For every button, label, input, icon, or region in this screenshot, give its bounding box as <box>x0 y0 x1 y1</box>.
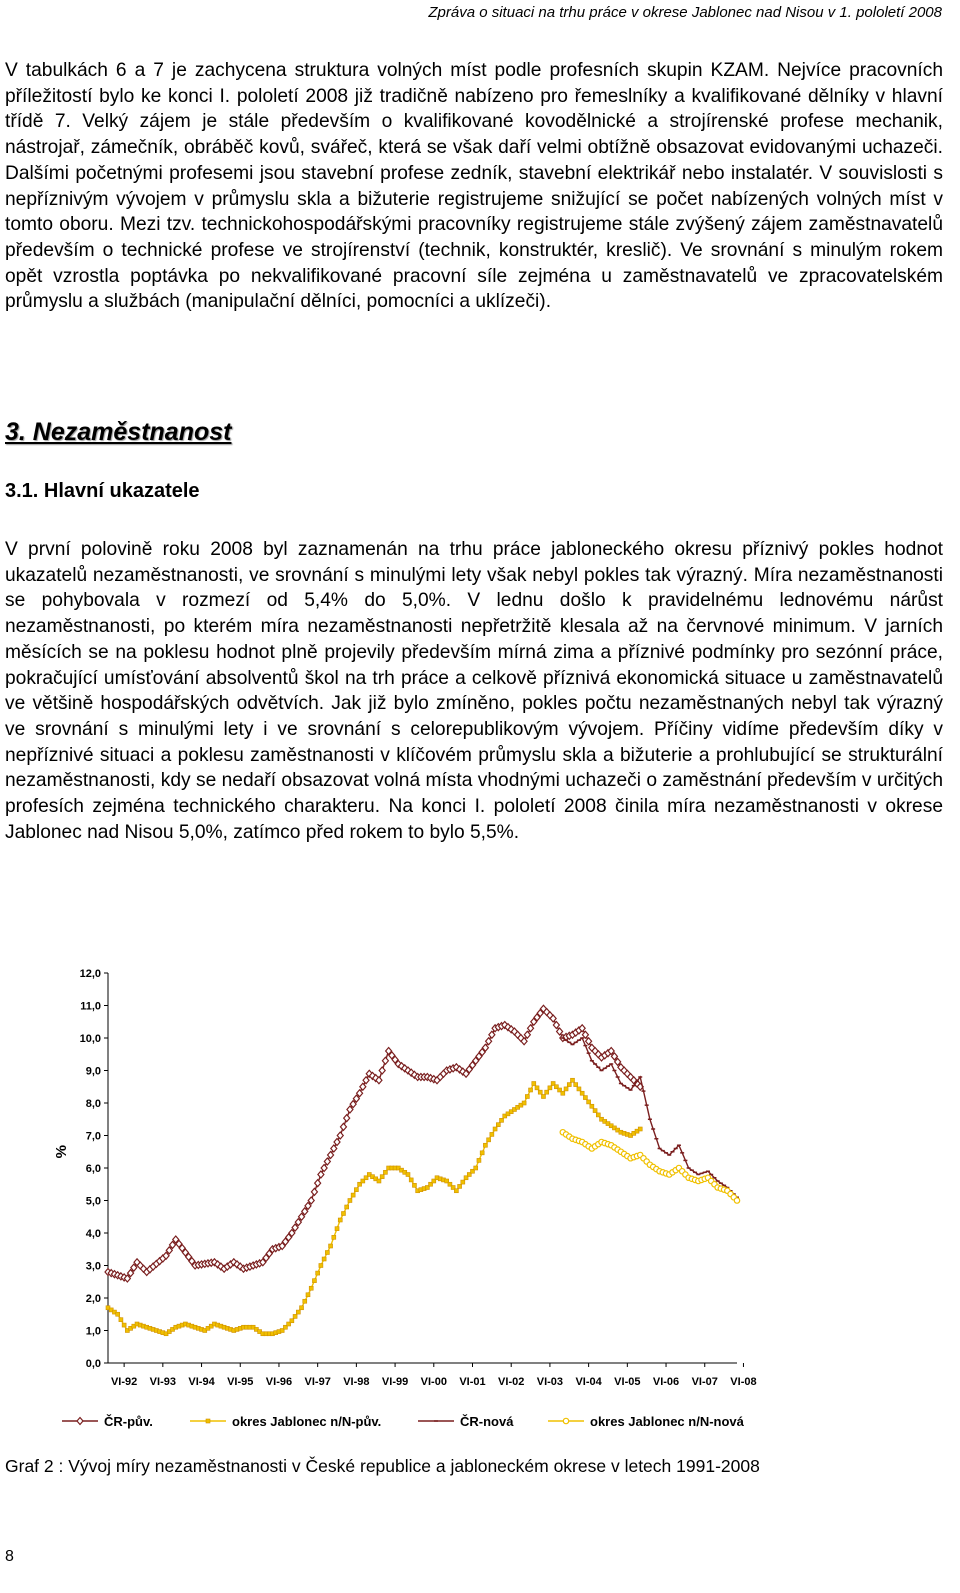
data-point <box>454 1189 458 1193</box>
data-point <box>528 1025 534 1032</box>
x-tick-label: VI-93 <box>149 1376 176 1388</box>
data-point <box>316 1271 320 1275</box>
legend-label: ČR-nová <box>460 1414 514 1429</box>
data-point <box>122 1323 126 1327</box>
x-tick-label: VI-97 <box>304 1376 331 1388</box>
data-point <box>306 1293 310 1297</box>
data-point <box>296 1310 300 1314</box>
series-line <box>108 1080 640 1334</box>
data-point <box>593 1109 597 1113</box>
data-point <box>567 1083 571 1087</box>
data-point <box>321 1165 327 1172</box>
data-point <box>480 1151 484 1155</box>
y-axis-label: % <box>53 1145 70 1159</box>
data-point <box>596 1113 600 1117</box>
running-header: Zpráva o situaci na trhu práce v okrese Jablonec nad Nisou v 1. pololetí 2008 <box>428 4 942 21</box>
data-point <box>483 1143 487 1147</box>
data-point <box>377 1179 381 1183</box>
y-tick-label: 12,0 <box>79 968 101 980</box>
section-heading: 3. Nezaměstnanost <box>5 418 232 446</box>
data-point <box>341 1212 345 1216</box>
x-tick-label: VI-08 <box>730 1376 757 1388</box>
data-point <box>458 1184 462 1188</box>
y-tick-label: 5,0 <box>85 1195 101 1208</box>
legend-item-4 <box>548 1414 745 1429</box>
data-point <box>315 1180 321 1187</box>
data-point <box>477 1158 481 1162</box>
data-point <box>348 1199 352 1203</box>
data-point <box>354 1188 358 1192</box>
data-point <box>345 1205 349 1209</box>
x-tick-label: VI-05 <box>614 1376 641 1388</box>
data-point <box>335 1227 339 1231</box>
data-point <box>293 1314 297 1318</box>
data-point <box>412 1183 416 1187</box>
data-point <box>574 1083 578 1087</box>
series-4 <box>560 1130 740 1204</box>
data-point <box>586 1038 592 1045</box>
data-point <box>337 1132 343 1139</box>
x-tick-label: VI-07 <box>691 1376 718 1388</box>
data-point <box>406 1173 410 1177</box>
data-point <box>340 1123 346 1130</box>
x-tick-label: VI-96 <box>265 1376 293 1388</box>
data-point <box>587 1100 591 1104</box>
data-point <box>474 1166 478 1170</box>
data-point <box>538 1090 542 1094</box>
y-tick-label: 7,0 <box>85 1130 101 1143</box>
data-point <box>328 1152 334 1159</box>
data-point <box>487 1138 491 1142</box>
legend-marker <box>206 1419 210 1423</box>
data-point <box>322 1257 326 1261</box>
data-point <box>360 1083 366 1090</box>
data-point <box>561 1091 565 1095</box>
y-tick-label: 3,0 <box>85 1260 101 1273</box>
x-tick-label: VI-00 <box>420 1376 447 1388</box>
legend-item-3 <box>418 1414 514 1429</box>
y-tick-label: 2,0 <box>85 1293 101 1305</box>
data-point <box>486 1038 492 1045</box>
paragraph-unemployment: V první polovině roku 2008 byl zaznamenán na trhu práce jabloneckého okresu příznivý pokles hodnot ukazatelů nezaměstnanosti, ve srovnání s minulými lety však nebyl pokles tak výrazný. Míra nezaměstnanosti se pohybovala v rozmezí od 5,4% do 5,0%. V lednu došlo k pravidelnému lednovému nárůst nezaměstnanosti, po kterém míra nezaměstnanosti nepřetržitě klesala až na červnové minimum. V jarních měsících se na poklesu hodnot plně projevily především mírná zima a příznivé podmínky pro sezónní práce, pokračující umísťování absolventů škol na trh práce a celkově příznivá ekonomická situace u zaměstnavatelů ve většině hospodářských odvětvích. Jak již bylo zmíněno, pokles počtu nezaměstnaných nebyl tak výrazný ve srovnání s minulými lety i ve srovnání s celorepublikovým vývojem. Příčiny vidíme především díky v nepříznivé situaci a poklesu zaměstnanosti v klíčovém průmyslu skla a bižuterie a prohlubující se strukturální nezaměstnanosti, kdy se nedaří obsazovat volná místa vhodnými uchazeči o zaměstnání především v určitých profesích zejména technického charakteru. Na konci I. pololetí 2008 činila míra nezaměstnanosti v okrese Jablonec nad Nisou 5,0%, zatímco před rokem to bylo 5,5%. <box>5 539 943 843</box>
data-point <box>303 1299 307 1303</box>
y-tick-label: 4,0 <box>85 1228 101 1240</box>
data-point <box>332 1235 336 1239</box>
data-point <box>541 1095 545 1099</box>
x-tick-label: VI-95 <box>227 1376 254 1388</box>
y-tick-label: 10,0 <box>79 1033 101 1045</box>
y-tick-label: 8,0 <box>85 1098 101 1110</box>
data-point <box>577 1087 581 1091</box>
x-tick-label: VI-06 <box>652 1376 680 1388</box>
data-point <box>290 1319 294 1323</box>
data-point <box>524 1031 530 1038</box>
data-point <box>489 1031 495 1038</box>
legend-label: ČR-pův. <box>104 1414 153 1429</box>
data-point <box>493 1127 497 1131</box>
data-point <box>638 1127 642 1131</box>
data-point <box>300 1306 304 1310</box>
data-point <box>557 1028 563 1035</box>
legend-label: okres Jablonec n/N-pův. <box>232 1414 382 1429</box>
y-tick-label: 11,0 <box>80 1000 101 1013</box>
x-tick-label: VI-92 <box>110 1376 138 1388</box>
data-point <box>490 1132 494 1136</box>
data-point <box>334 1139 340 1146</box>
data-point <box>325 1251 329 1255</box>
data-point <box>582 1031 588 1038</box>
data-point <box>532 1082 536 1086</box>
x-tick-label: VI-03 <box>536 1376 564 1388</box>
paragraph-vacancies: V tabulkách 6 a 7 je zachycena struktura volných míst podle profesních skupin KZAM. Nejvíce pracovních příležitostí bylo ke konci I. pololetí 2008 již tradičně nabízeno pro řemeslníky a kvalifikované dělníky v hlavní třídě 7. Velký zájem je stále především o kvalifikované kovodělnické a strojírenské profese mechanik, nástrojař, zámečník, obráběč kovů, svářeč, která se však daří velmi obtížně obsazovat evidovanými uchazeči. Dalšími početnými profesemi jsou stavební profese zedník, stavební elektrikář nebo instalatér. V souvislosti s nepříznivým vývojem v průmyslu skla a bižuterie registrujeme snižující se počet nabízených volných míst v tomto oboru. Mezi tzv. technickohospodářskými pracovníky registrujeme stále zvýšený zájem zaměstnavatelů především o technické profese ve strojírenství (technik, konstruktér, kreslič). Ve srovnání s minulým rokem opět vzrostla poptávka po nekvalifikované pracovní síle zejména u zaměstnavatelů ve zpracovatelském průmyslu a službách (manipulační dělníci, pomocníci a uklízeči). <box>5 60 943 313</box>
data-point <box>409 1178 413 1182</box>
legend-label: okres Jablonec n/N-nová <box>590 1414 744 1429</box>
data-point <box>344 1115 350 1122</box>
legend-marker <box>563 1418 568 1423</box>
data-point <box>525 1095 529 1099</box>
data-point <box>318 1171 324 1178</box>
unemployment-line-chart <box>40 955 920 1445</box>
data-point <box>570 1078 574 1082</box>
data-point <box>461 1180 465 1184</box>
series-3 <box>561 1038 739 1197</box>
series-2 <box>106 1078 642 1336</box>
data-point <box>379 1067 385 1074</box>
y-tick-label: 1,0 <box>85 1325 101 1338</box>
data-point <box>382 1057 388 1064</box>
data-point <box>319 1264 323 1268</box>
x-tick-label: VI-01 <box>459 1376 486 1388</box>
data-point <box>329 1244 333 1248</box>
x-tick-label: VI-02 <box>498 1376 525 1388</box>
data-point <box>529 1088 533 1092</box>
data-point <box>383 1170 387 1174</box>
x-tick-label: VI-98 <box>343 1376 370 1388</box>
data-point <box>363 1077 369 1084</box>
data-point <box>119 1318 123 1322</box>
x-tick-label: VI-99 <box>381 1376 409 1388</box>
data-point <box>309 1286 313 1290</box>
data-point <box>500 1118 504 1122</box>
data-point <box>496 1123 500 1127</box>
data-point <box>380 1175 384 1179</box>
page-number: 8 <box>5 1548 14 1565</box>
data-point <box>590 1104 594 1108</box>
subsection-heading: 3.1. Hlavní ukazatele <box>5 480 200 502</box>
x-tick-label: VI-94 <box>188 1376 215 1388</box>
legend-item-1 <box>62 1414 153 1429</box>
data-point <box>311 1188 317 1195</box>
series-line <box>108 1009 640 1279</box>
data-point <box>535 1086 539 1090</box>
y-tick-label: 0,0 <box>85 1358 101 1370</box>
data-point <box>324 1158 330 1165</box>
data-point <box>564 1087 568 1091</box>
data-point <box>583 1096 587 1100</box>
data-point <box>580 1091 584 1095</box>
series-line <box>563 1038 737 1197</box>
data-point <box>734 1198 739 1203</box>
x-tick-label: VI-04 <box>575 1376 602 1388</box>
y-tick-label: 9,0 <box>85 1065 101 1078</box>
data-point <box>351 1193 355 1197</box>
data-point <box>331 1145 337 1152</box>
series-1 <box>105 1005 643 1282</box>
legend-marker <box>77 1418 83 1425</box>
legend-item-2 <box>190 1414 381 1429</box>
data-point <box>338 1218 342 1222</box>
chart-caption: Graf 2 : Vývoj míry nezaměstnanosti v České republice a jabloneckém okrese v letech 1991-2008 <box>5 1456 760 1476</box>
data-point <box>553 1022 559 1029</box>
data-point <box>312 1279 316 1283</box>
data-point <box>522 1101 526 1105</box>
data-point <box>548 1086 552 1090</box>
data-point <box>545 1090 549 1094</box>
data-point <box>116 1312 120 1316</box>
y-tick-label: 6,0 <box>85 1163 101 1175</box>
